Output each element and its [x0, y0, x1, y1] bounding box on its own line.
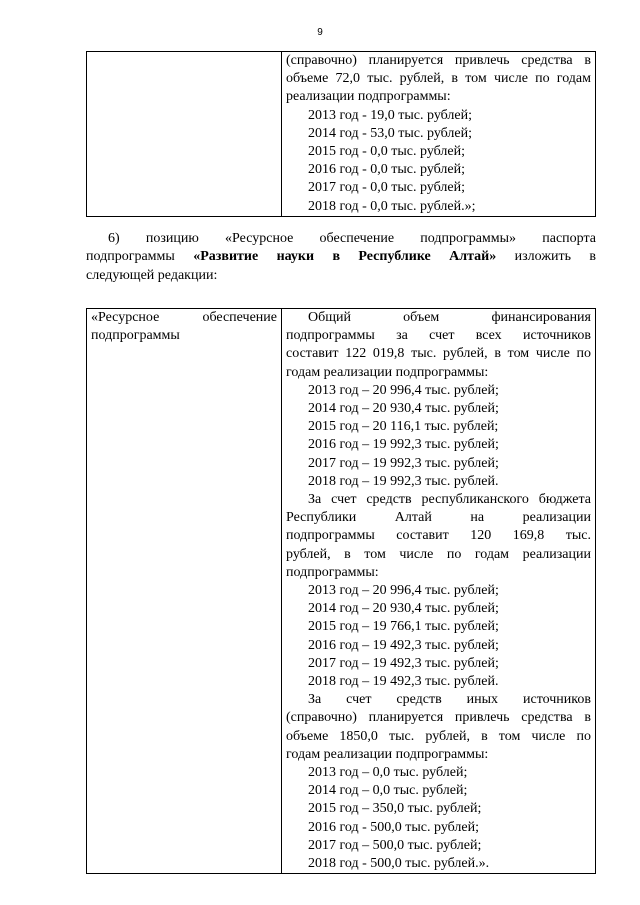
text-line: объеме 1850,0 тыс. рублей, в том числе по	[286, 728, 591, 744]
text-line: (справочно) планируется привлечь средства в	[286, 710, 591, 726]
paragraph-text: изложить в	[514, 249, 596, 265]
text-line: (справочно) планируется привлечь средства в	[286, 53, 591, 68]
row-header-line: подпрограммы	[91, 328, 180, 344]
text-line: составит 122 019,8 тыс. рублей, в том числе по	[286, 346, 591, 362]
year-line: 2017 год – 19 492,3 тыс. рублей;	[308, 655, 499, 671]
year-line: 2017 год - 0,0 тыс. рублей;	[308, 180, 466, 196]
row-header-line: «Ресурсное обеспечение	[91, 310, 277, 325]
text-line: годам реализации подпрограммы:	[286, 364, 489, 380]
text-line: годам реализации подпрограммы:	[286, 746, 489, 762]
year-line: 2017 год – 500,0 тыс. рублей;	[308, 837, 482, 853]
paragraph-line: 6) позицию «Ресурсное обеспечение подпрограммы» паспорта	[108, 231, 596, 246]
table-row	[87, 52, 596, 217]
table-left-cell	[87, 309, 282, 874]
year-line: 2016 год – 19 492,3 тыс. рублей;	[308, 637, 499, 653]
year-line: 2014 год – 20 930,4 тыс. рублей;	[308, 401, 499, 417]
year-line: 2015 год – 20 116,1 тыс. рублей;	[308, 419, 499, 435]
year-line: 2016 год – 19 992,3 тыс. рублей;	[308, 437, 499, 453]
year-line: 2018 год - 500,0 тыс. рублей.».	[308, 856, 490, 872]
year-line: 2013 год – 20 996,4 тыс. рублей;	[308, 382, 499, 398]
subprogram-name: «Развитие науки в Республике Алтай»	[193, 249, 497, 265]
year-line: 2018 год - 0,0 тыс. рублей.»;	[308, 198, 476, 214]
paragraph-text: подпрограммы	[86, 249, 175, 265]
text-line: объеме 72,0 тыс. рублей, в том числе по годам	[286, 71, 591, 87]
text-line: подпрограммы:	[286, 564, 379, 580]
year-line: 2013 год – 0,0 тыс. рублей;	[308, 765, 468, 781]
continuation-table	[86, 51, 596, 217]
year-line: 2014 год - 53,0 тыс. рублей;	[308, 125, 473, 141]
text-line: реализации подпрограммы:	[286, 89, 451, 105]
text-line: Общий объем финансирования	[308, 310, 591, 325]
year-line: 2017 год – 19 992,3 тыс. рублей;	[308, 455, 499, 471]
year-line: 2015 год – 19 766,1 тыс. рублей;	[308, 619, 499, 635]
year-line: 2014 год – 0,0 тыс. рублей;	[308, 783, 468, 799]
paragraph-line	[86, 248, 596, 266]
text-line: Республики Алтай на реализации	[286, 510, 591, 526]
text-line: За счет средств республиканского бюджета	[308, 492, 591, 508]
text-line: подпрограммы за счет всех источников	[286, 328, 591, 344]
table-right-cell	[282, 309, 596, 874]
text-line: За счет средств иных источников	[308, 692, 591, 708]
year-line: 2015 год - 0,0 тыс. рублей;	[308, 144, 466, 160]
page-number: 9	[317, 27, 323, 38]
year-line: 2013 год - 19,0 тыс. рублей;	[308, 107, 473, 123]
paragraph-line: следующей редакции:	[86, 267, 218, 283]
text-line: рублей, в том числе по годам реализации	[286, 546, 591, 562]
year-line: 2016 год - 0,0 тыс. рублей;	[308, 162, 466, 178]
table-right-cell	[282, 52, 596, 217]
table-row	[87, 309, 596, 874]
year-line: 2013 год – 20 996,4 тыс. рублей;	[308, 583, 499, 599]
amendment-paragraph	[86, 230, 596, 285]
resource-table	[86, 308, 596, 874]
year-line: 2015 год – 350,0 тыс. рублей;	[308, 801, 482, 817]
table-left-cell	[87, 52, 282, 217]
year-line: 2014 год – 20 930,4 тыс. рублей;	[308, 601, 499, 617]
year-line: 2018 год – 19 492,3 тыс. рублей.	[308, 674, 499, 690]
year-line: 2018 год – 19 992,3 тыс. рублей.	[308, 473, 499, 489]
year-line: 2016 год - 500,0 тыс. рублей;	[308, 819, 480, 835]
text-line: подпрограммы составит 120 169,8 тыс.	[286, 528, 591, 544]
